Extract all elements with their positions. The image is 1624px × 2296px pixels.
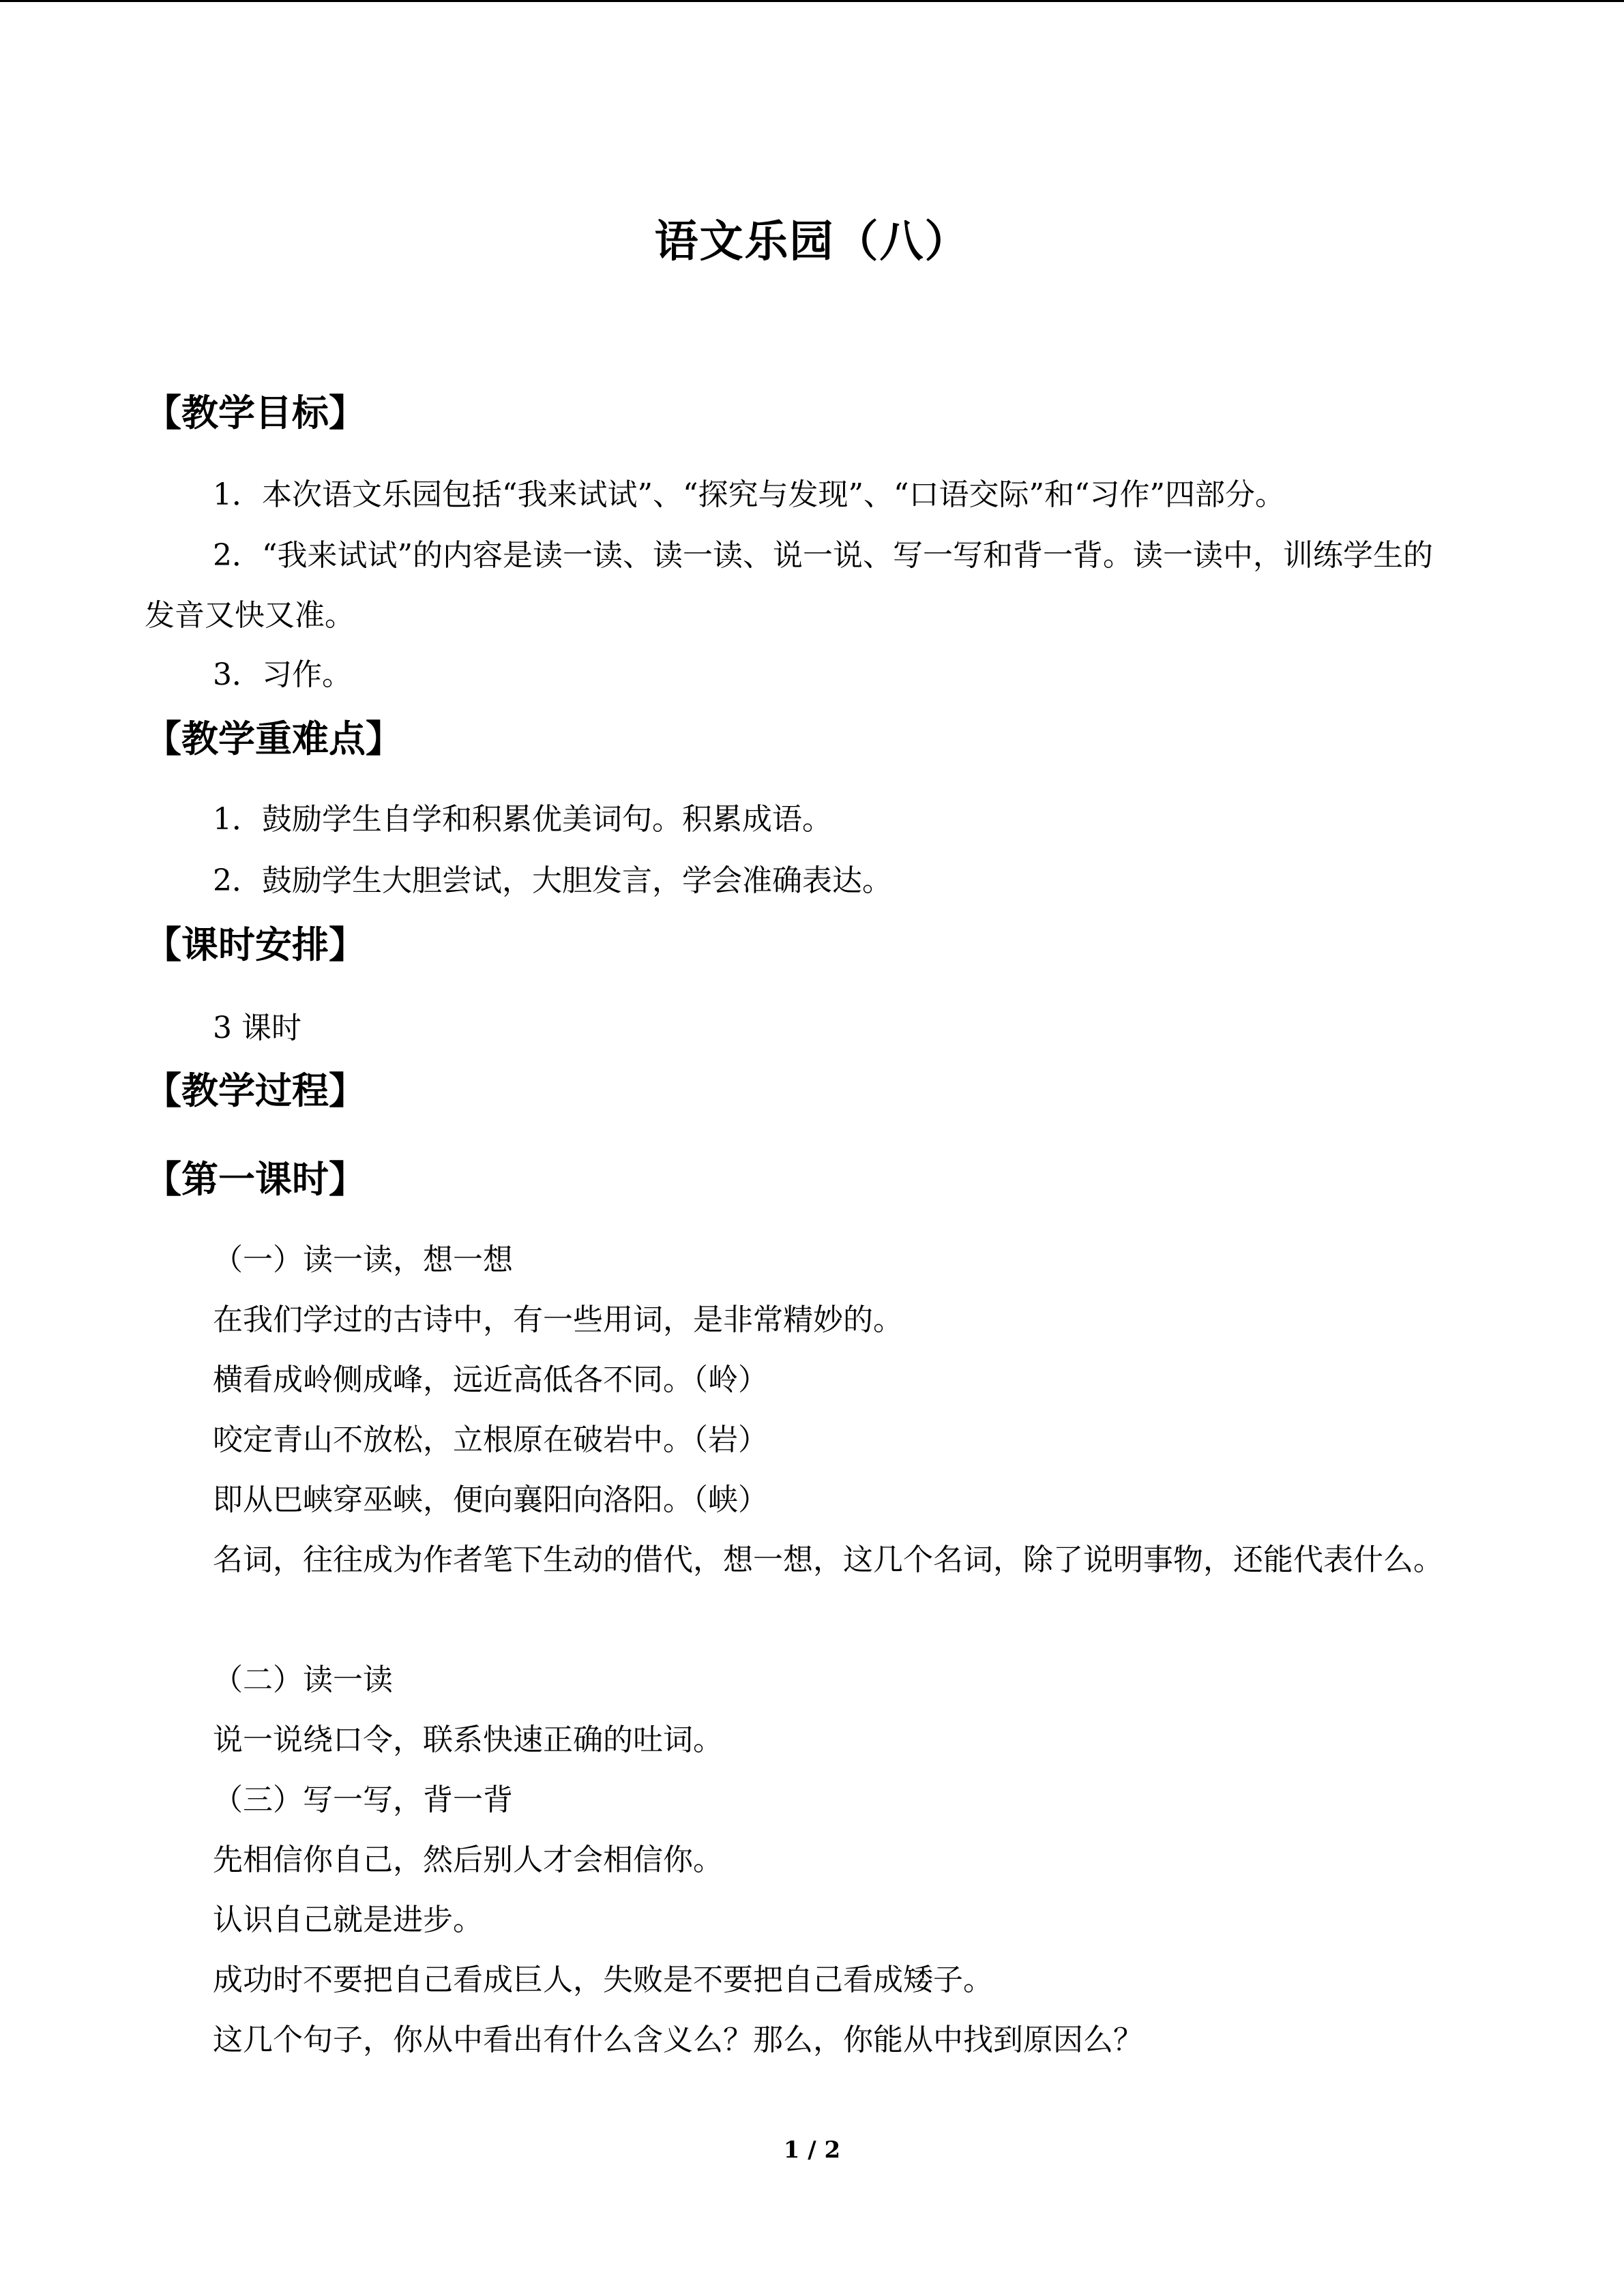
lesson1-line-3: 横看成岭侧成峰，远近高低各不同。（岭） xyxy=(213,1362,768,1397)
lesson1-line-4: 咬定青山不放松，立根原在破岩中。（岩） xyxy=(213,1422,768,1457)
goal-item-3: 3．习作。 xyxy=(213,657,352,692)
lesson1-line-8: 说一说绕口令，联系快速正确的吐词。 xyxy=(213,1723,723,1757)
schedule-text: 3 课时 xyxy=(213,1011,301,1045)
heading-schedule: 【课时安排】 xyxy=(145,923,366,966)
heading-key-points: 【教学重难点】 xyxy=(145,717,402,760)
lesson1-line-12: 成功时不要把自己看成巨人，失败是不要把自己看成矮子。 xyxy=(213,1963,993,1997)
lesson1-line-9: （三）写一写，背一背 xyxy=(213,1783,513,1817)
lesson1-line-11: 认识自己就是进步。 xyxy=(213,1903,483,1937)
lesson1-line-6: 名词，往往成为作者笔下生动的借代，想一想，这几个名词，除了说明事物，还能代表什么。 xyxy=(213,1542,1443,1577)
heading-teaching-goals: 【教学目标】 xyxy=(145,391,366,434)
lesson1-line-13: 这几个句子，你从中看出有什么含义么？那么，你能从中找到原因么？ xyxy=(213,2023,1143,2057)
key-point-item-2: 2．鼓励学生大胆尝试，大胆发言，学会准确表达。 xyxy=(213,863,892,898)
lesson1-line-2: 在我们学过的古诗中，有一些用词，是非常精妙的。 xyxy=(213,1302,903,1337)
lesson1-line-5: 即从巴峡穿巫峡，便向襄阳向洛阳。（峡） xyxy=(213,1482,768,1517)
goal-item-2: 2．“我来试试”的内容是读一读、读一读、说一说、写一写和背一背。读一读中，训练学生的发音又快又准。 xyxy=(145,538,1433,633)
heading-teaching-process: 【教学过程】 xyxy=(145,1069,366,1112)
top-border-line xyxy=(0,0,1624,2)
lesson1-line-7: （二）读一读 xyxy=(213,1663,393,1697)
goal-item-1: 1．本次语文乐园包括“我来试试”、“探究与发现”、“口语交际”和“习作”四部分。 xyxy=(213,477,1285,512)
key-point-item-1: 1．鼓励学生自学和积累优美词句。积累成语。 xyxy=(213,802,832,837)
lesson1-line-10: 先相信你自己，然后别人才会相信你。 xyxy=(213,1843,723,1877)
page-number: 1 / 2 xyxy=(783,2136,841,2164)
page-title: 语文乐园（八） xyxy=(654,217,970,267)
lesson1-line-1: （一）读一读，想一想 xyxy=(213,1242,513,1277)
heading-lesson-1: 【第一课时】 xyxy=(145,1158,366,1201)
